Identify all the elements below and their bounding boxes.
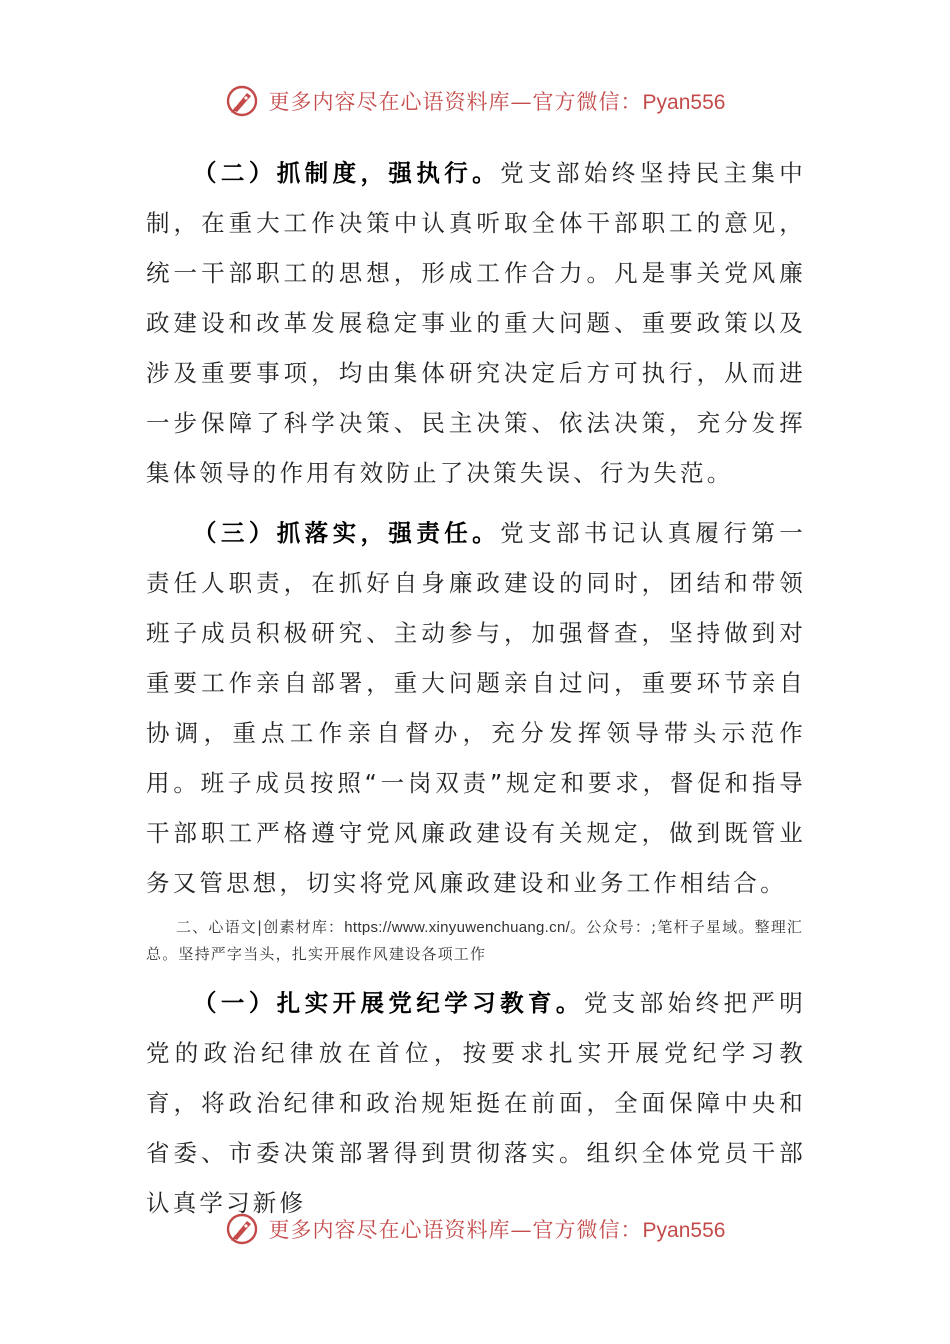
paragraph-discipline-education: [146, 978, 806, 1228]
paragraph-implementation-responsibility: [146, 508, 806, 908]
header-watermark: [0, 84, 950, 118]
wechat-id: Pyan556: [642, 91, 726, 114]
wechat-id: Pyan556: [642, 1219, 726, 1242]
paragraph-heading: （一）扎实开展党纪学习教育。: [193, 989, 584, 1017]
paragraph-institution-enforcement: [146, 148, 806, 498]
paragraph-heading: （三）抓落实，强责任。: [193, 519, 501, 547]
paragraph-heading: （二）抓制度，强执行。: [193, 159, 501, 187]
pen-nib-logo-icon: [225, 84, 259, 118]
watermark-text: 更多内容尽在心语资料库—官方微信：Pyan556: [268, 90, 726, 114]
paragraph-body: 党支部始终把严明党的政治纪律放在首位，按要求扎实开展党纪学习教育，将政治纪律和政治规矩挺在前面，全面保障中央和省委、市委决策部署得到贯彻落实。组织全体党员干部认真学习新修: [146, 989, 806, 1217]
section-heading-note: 二、心语文|创素材库：https://www.xinyuwenchuang.cn/。公众号：;笔杆子星域。整理汇总。坚持严字当头，扎实开展作风建设各项工作: [146, 918, 804, 963]
watermark-text: 更多内容尽在心语资料库—官方微信：Pyan556: [268, 1218, 726, 1242]
paragraph-body: 党支部书记认真履行第一责任人职责，在抓好自身廉政建设的同时，团结和带领班子成员积极研究、主动参与，加强督查，坚持做到对重要工作亲自部署，重大问题亲自过问，重要环节亲自协调，重点工作亲自督办，充分发挥领导带头示范作用。班子成员按照“一岗双责”规定和要求，督促和指导干部职工严格遵守党风廉政建设有关规定，做到既管业务又管思想，切实将党风廉政建设和业务工作相结合。: [146, 519, 806, 897]
pen-nib-logo-icon: [225, 1212, 259, 1246]
paragraph-body: 党支部始终坚持民主集中制，在重大工作决策中认真听取全体干部职工的意见，统一干部职工的思想，形成工作合力。凡是事关党风廉政建设和改革发展稳定事业的重大问题、重要政策以及涉及重要事项，均由集体研究决定后方可执行，从而进一步保障了科学决策、民主决策、依法决策，充分发挥集体领导的作用有效防止了决策失误、行为失范。: [146, 159, 806, 487]
source-url: https://www.xinyuwenchuang.cn/: [344, 919, 571, 936]
footer-watermark: [0, 1212, 950, 1246]
